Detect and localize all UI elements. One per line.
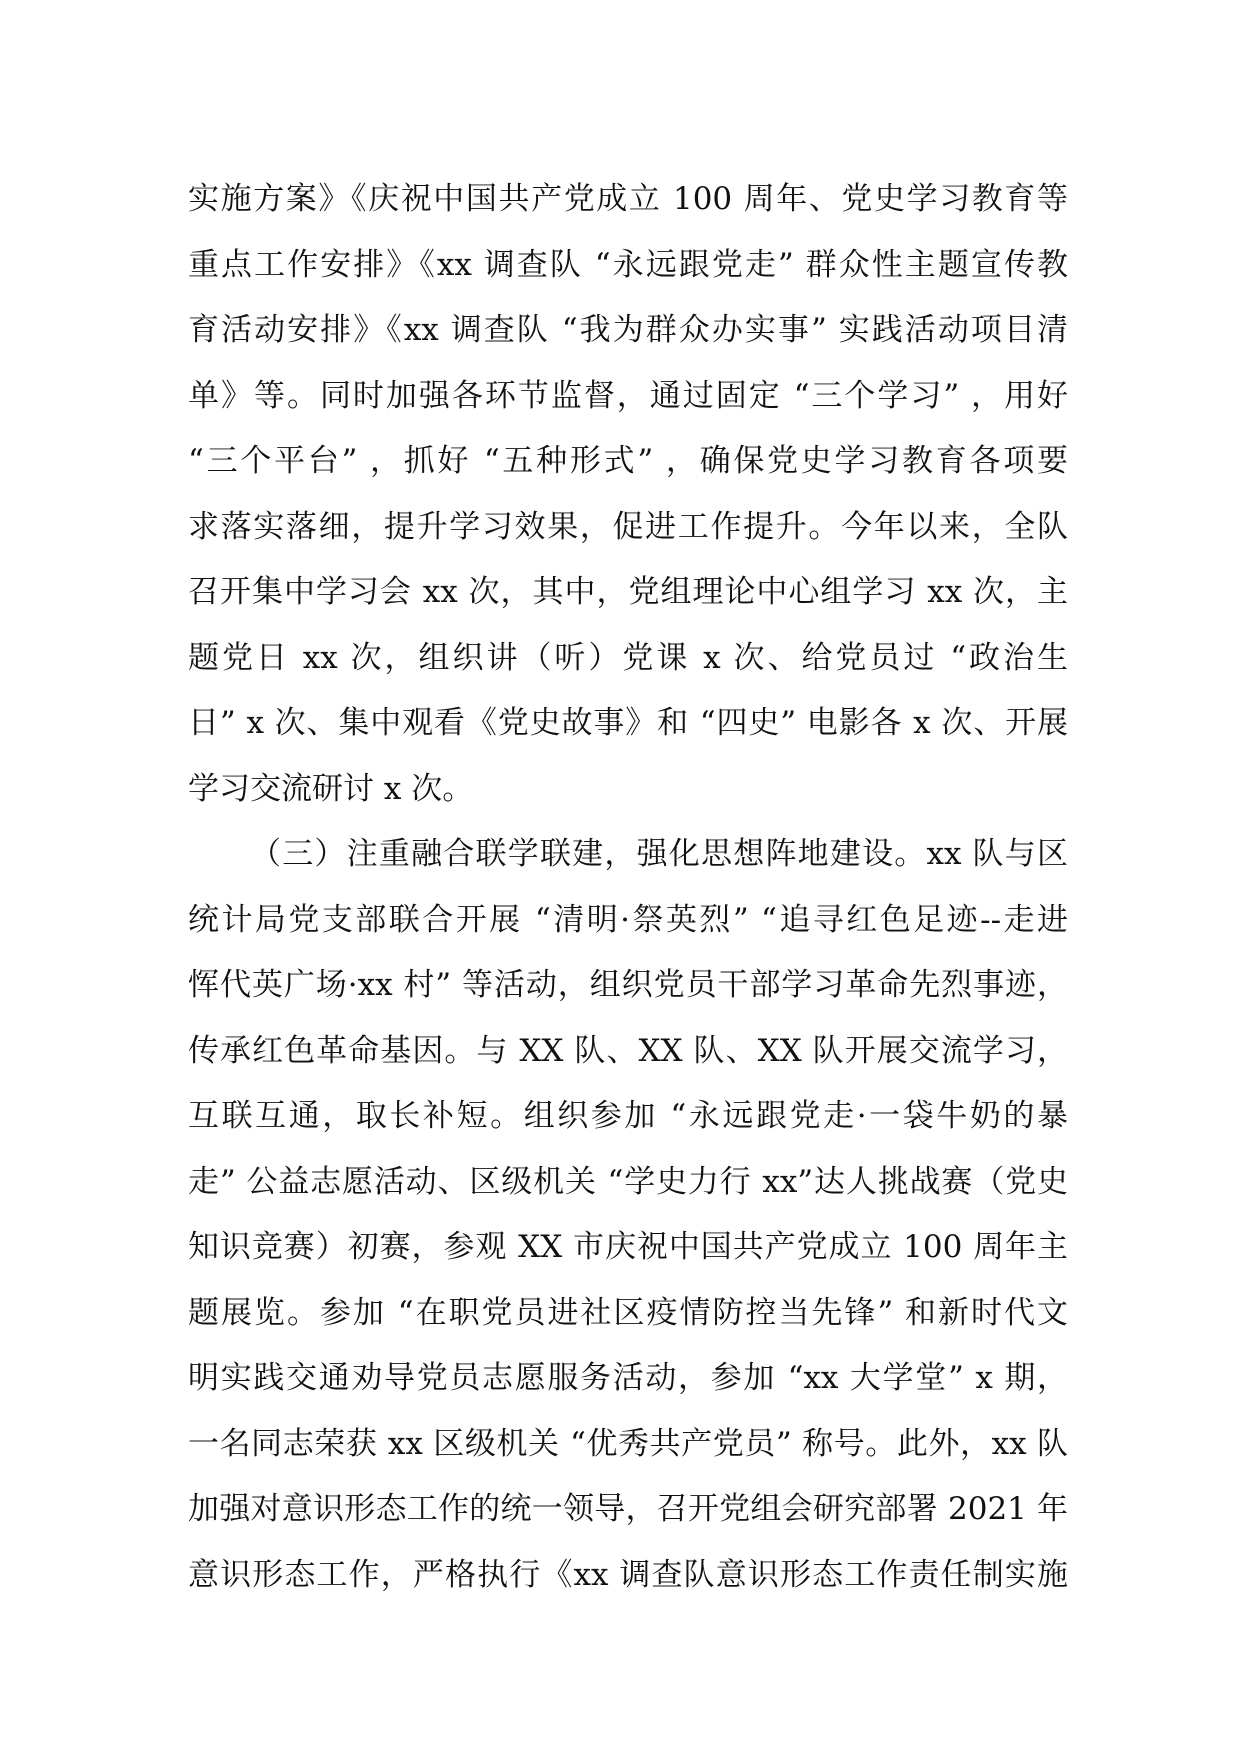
paragraph-1 — [188, 167, 1068, 822]
text-line: 单》等。同时加强各环节监督，通过固定 “三个学习” ，用好 — [188, 377, 1068, 414]
text-line: 明实践交通劝导党员志愿服务活动，参加 “xx 大学堂” x 期， — [188, 1360, 1068, 1396]
text-line: 知识竞赛）初赛，参观 XX 市庆祝中国共产党成立 100 周年主 — [188, 1229, 1068, 1265]
text-line: 互联互通，取长补短。组织参加 “永远跟党走·一袋牛奶的暴 — [188, 1098, 1068, 1134]
text-line: 恽代英广场·xx 村” 等活动，组织党员干部学习革命先烈事迹， — [188, 967, 1068, 1003]
text-line: 走” 公益志愿活动、区级机关 “学史力行 xx”达人挑战赛（党史 — [188, 1163, 1068, 1200]
text-line: （三）注重融合联学联建，强化思想阵地建设。xx 队与区 — [250, 836, 1068, 872]
text-line: 日” x 次、集中观看《党史故事》和 “四史” 电影各 x 次、开展 — [188, 705, 1068, 741]
text-line: 一名同志荣获 xx 区级机关 “优秀共产党员” 称号。此外，xx 队 — [188, 1425, 1068, 1462]
text-line: 求落实落细，提升学习效果，促进工作提升。今年以来，全队 — [188, 508, 1068, 545]
text-line: 召开集中学习会 xx 次，其中，党组理论中心组学习 xx 次，主 — [188, 574, 1068, 610]
text-line: “三个平台” ，抓好 “五种形式” ，确保党史学习教育各项要 — [188, 443, 1068, 479]
text-line: 意识形态工作，严格执行《xx 调查队意识形态工作责任制实施 — [188, 1556, 1068, 1593]
text-line: 学习交流研讨 x 次。 — [188, 770, 474, 807]
text-line: 重点工作安排》《xx 调查队 “永远跟党走” 群众性主题宣传教 — [188, 246, 1068, 283]
document-body — [188, 167, 1068, 1608]
text-line: 育活动安排》《xx 调查队 “我为群众办实事” 实践活动项目清 — [188, 312, 1068, 348]
text-line: 传承红色革命基因。与 XX 队、XX 队、XX 队开展交流学习， — [188, 1032, 1068, 1069]
text-line: 统计局党支部联合开展 “清明·祭英烈” “追寻红色足迹--走进 — [188, 901, 1068, 938]
text-line: 题党日 xx 次，组织讲（听）党课 x 次、给党员过 “政治生 — [188, 639, 1068, 676]
text-line: 实施方案》《庆祝中国共产党成立 100 周年、党史学习教育等 — [188, 181, 1068, 217]
text-line: 加强对意识形态工作的统一领导，召开党组会研究部署 2021 年 — [188, 1491, 1068, 1527]
paragraph-2 — [188, 822, 1068, 1608]
text-line: 题展览。参加 “在职党员进社区疫情防控当先锋” 和新时代文 — [188, 1294, 1068, 1331]
